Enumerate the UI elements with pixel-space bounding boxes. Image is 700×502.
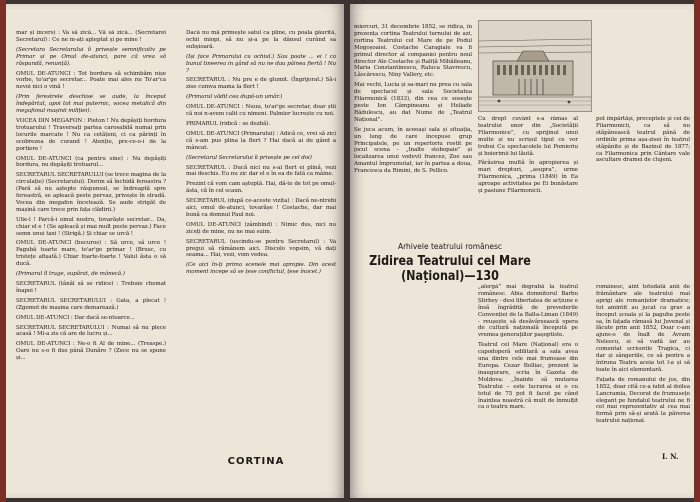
left-col1-paragraph: SECRETARUL SECRETARULUI : Numai să nu plece acasă ! Mi-a zis că are de lucru și... xyxy=(16,324,166,338)
left-col2-paragraph: Prezint că vom cam așteptă. Hai, dă-te de tot pe omul-ăsta, că în cel scaun. xyxy=(186,181,336,195)
article-title: Zidirea Teatrului cel Mare (Național)—130 xyxy=(369,254,531,284)
left-col1-paragraph: SECRETARUL SECRETARULUI : Gata, a plecat ! (Zgomot de mașina care demarează.) xyxy=(16,297,166,311)
right-col3-paragraph: pot împărtăși, preceptele și cei de Filarmonicii, ca să nu stăpânească teatrul până de ordinile prima așa-zisei în teatrul stăpânite și de Bazinul de 1877; ca Filarmonica prin Cântare vale ascultare dramei de clujeni. xyxy=(596,116,690,164)
left-page-column-2 xyxy=(186,30,336,450)
left-col1-paragraph: OMUL DE-ATUNCI : Tot bordura să schimbăm nișe vorbe, to'ar'ge secretar... Poate mai ales nu To'ar'ca nevoi nici o vină ! xyxy=(16,70,166,91)
right-lower-col2-paragraph: românesc, aint totodată anii de frământare ale teatrului mai aprigi ale romanțelor dramatice; tot amintit au jucat ca grav a început școala și la paguba peste sa, în fațada rămasă lui Juvenal și făcute prin anii 1852, Doar c-am ajuns-o de înalt de Avram Nelescu, si să vadă iar au comentat scrisorile Tragica, ci dar și sângeriile, ce să pentru a întruna Teatru aceia tot l-a și să toate în aici elementară. xyxy=(596,284,690,373)
book-edge-right xyxy=(694,0,700,502)
left-col1-paragraph: OMUL DE-ATUNCI : Dar dacă se-ntoarce... xyxy=(16,314,135,321)
left-col1-paragraph: OMUL DE-ATUNCI (bucuros) : Să urce, să urce ! Pagubă toarte mare, to'ar'ge primar ! (Brusc, cu tristețe afișată.) Chiar foarte-foarte ! Valul ăsta o să ducă. xyxy=(16,240,166,268)
right-lower-col1-paragraph: „alergă” mai degrabă la teatrul românesc. Abia domnitorul Barbu Știrbey - desi libertatea de acțiune e însă îngrădită de prevederile Convenției de la Balta-Liman (1849) - reușește să desăvârșească opera de cultură națională începută pe vremea generațiilor pașoptiste. xyxy=(478,284,578,339)
right-col1-paragraph: Mai vechi, Lucia și sa-mari nu prea cu sala de spectacol și sala Societatea Filarmonică (1833), din cea ce sosește peste Ion Câmpineanu și Heliade Rădulescu, au dat Nume de „Teatrul Național”. xyxy=(354,82,472,123)
right-page-lower-column-1 xyxy=(478,284,578,484)
right-col2-paragraph: Cu drept cuvânt s-a rămas al teatrului unor din „Societății Filarmonice”, cu sprijinul unui multe și nu scrișul tipul ce vor trebui Cu spectacolele lui Pomieriu și boierimii lui lăută. xyxy=(478,116,578,157)
right-page-column-3 xyxy=(596,116,690,236)
author-signature: I. N. xyxy=(662,452,679,461)
right-page xyxy=(350,4,694,498)
right-lower-col2-paragraph: Fațada de romanului de jos, din 1852, doar cită ce-a iubit al doilea Lancramia, Decorat de frumusețe elegant pe fundalul teatrului ne fi cel mai reprezentativ al cea mai formă prin să-și arată la părerea teatrului național. xyxy=(596,376,690,425)
right-lower-col1-paragraph: Teatrul cel Mare (Național) era o capodoperă edilitară a sala avea una dintre cele mai frumoase din Europa. Cezar Bolliac, prezent la inaugurare, scria în Gazeta de Moldova: „Înainte să mutarea Teatrului – este lucrarea ei o cu totul de 75 pot fi facut pe când înaintea noastră că mult de înmulțit ca o teatru mare. xyxy=(478,342,578,411)
left-col1-paragraph: SECRETARUL SECRETARULUI (se trece magina de la circulație) (Secretarului). Dorim să închidă fereastra ? (Pară să nu aștepte răspunsul, se îndreaptă spre fereastră, se apleacă peste pervaz, privește în stradă. Vocea din megafon încetează. Se aude strigăt de mașină care trece prin fața clădirii.) xyxy=(16,172,166,213)
left-col2-paragraph: (Iși face Primarului cu ochiul.) Sau poate ... ei ! ca bunul tineerea in gând să nu ne dau pâinea fiertă ! Nu ? xyxy=(186,53,336,74)
right-page-lower-column-2 xyxy=(596,284,690,454)
left-col1-paragraph: Ulie-l ! Parcă-i omul nostru, tovarăște secretar... Da, chiar el e ! (Se apleacă și mai mult peste pervaz.) Face semn unui taxi ! (Strigă.) Și chiar se urcă ! xyxy=(16,216,166,237)
left-col2-paragraph: OMUL DE-ATUNCI (zâmbind) : Nimic dus, nici nu ziceți de mine, nu ne mai suim. xyxy=(186,221,336,235)
article-kicker: Arhivele teatrului românesc xyxy=(397,242,503,251)
left-col2-paragraph: SECRETARUL : Nu pre e de glumit. (Îngrijorat.) Să-i zise cumva mama la flert ! xyxy=(186,77,336,91)
right-page-column-1 xyxy=(354,24,472,236)
left-col2-paragraph: OMUL DE-ATUNCI : Nuuu, to'ar'ge secretar, doar știi că noi n-avem calit cu nimeni. Palmier lucrește cu noi. xyxy=(186,104,336,118)
left-col2-paragraph: SECRETARUL (uscindu-se pentru Secretarul) : Va pregui să rămânem aici. Discolo vopsim, vă dați seama... Hai, vezi, vom vedea. xyxy=(186,238,336,259)
left-col1-paragraph: VOCEA DIN MEGAFON : Pieton ! Nu depășiți bordura trotuarului ! Traversați partea carosabilă numai prin locurile marcate ! Nu ca cetățeni, ci ca părinți în scobrezea de curand ! Atenție, pre-ce-o-i de la portiere ! xyxy=(16,117,166,152)
left-col2-paragraph: (Ce aici în-ți prima scenele mai apropie. Din acest moment incepe să se țese conflictul, țese înocet.) xyxy=(186,262,336,276)
right-col1-paragraph: Se juca acum, în aceeași sala și situația, un lung de care începuse grup Principatele, pe un repertoriu rostit pe jocul scena - „Inalte stobopaie” și localizarea unui vodevil francez, Zoe sau Amantul împrumutat, iar în partea a doua, Francesca da Rimini, de S. Pellico. xyxy=(354,126,472,175)
left-col2-paragraph: PRIMARUL (ridică : se dezbă). xyxy=(186,120,271,127)
theatre-illustration xyxy=(478,20,592,112)
left-col1-paragraph: mar și incers) : Va să zică... Vă să zică... (Secretarei Secretarul) : Ce ne m-ați apleptat și pe mine ! xyxy=(16,30,166,43)
right-col1-paragraph: miercuri, 31 decembrie 1852, se ridica, în prezența cortina Teatrului turnului de azi, cortina Teatrului cel Mare de pe Podul Mogoșoaiei. Costache Caragiale va fi primul director al companiei pentru noul director Ale Costache și Raliță Mihăileanu, Maria Constantinescu, Raluca Stavrescu, Lăscărescu, Niny Vallery, etc. xyxy=(354,24,472,79)
left-col1-paragraph: SECRETARUL (tânăl să se ridice) : Trebuie chemat înapoi ! xyxy=(16,281,166,294)
left-col2-paragraph: SECRETARUL : Ducă nici nu s-ai flert ei plină, vezi mai deschis. Eu nu zic dar el e în ea de fată ca mâine. xyxy=(186,164,336,178)
article-heading xyxy=(350,242,552,284)
left-col1-paragraph: (Secretara Secretarului îi privește semnificativ pe Primar și pe Omul de-atunci, pare că vrea să răspundă, renunță). xyxy=(16,46,166,67)
right-col2-paragraph: Părăsirea multă în apropierea și mari drepturi, „asupra”, urme Filarmonica, „prima (1849) în Ea aproape activitatea pe Ei bunăstare și pasiune Filarmonicii. xyxy=(478,160,578,195)
cortina-heading: CORTINA xyxy=(227,456,285,467)
left-col2-paragraph: SECRETARUL (după ce-aceste vizita) : Dacă ne-ntrebi aici, omul de-atunci, tovarășe ! Costache, dar mai bună ca domnul Paul noi. xyxy=(186,198,336,218)
left-col2-paragraph: (Secretarul Secretarului îi privește pe cel doi) xyxy=(186,154,312,161)
left-col2-paragraph: OMUL DE-ATUNCI (Primarului) : Adică ce, vrei să zici că s-am pus plina la flert ? Hai dacă ai de gând a mâncat. xyxy=(186,130,336,151)
left-page-column-1 xyxy=(16,30,166,460)
left-col1-paragraph: (Primarul îl trage, supărat, de mânecă.) xyxy=(16,271,125,278)
right-page-column-2 xyxy=(478,116,578,236)
left-col1-paragraph: (Prin ferestrele deschise se aude, la început îndepărtat, apoi tot mai puternic, vocea metalică din megafonul mașinii miliției). xyxy=(16,94,166,115)
theatre-building-engraving xyxy=(479,21,591,111)
left-col2-paragraph: (Primarul vădit cea după-un umăr.) xyxy=(186,94,283,101)
left-col1-paragraph: OMUL DE-ATUNCI : Ne-o fi Al de mine... (Treaspe.) Oare nu s-o fi dus până Dunăre ? (Zece nu se spune și... xyxy=(16,341,166,362)
left-col2-paragraph: Dacă nu mă primește satul ca pline, cu poala găurită, ochii miopi, să nu și-a pe la dânsul curând sa subșioară. xyxy=(186,30,336,50)
left-page xyxy=(6,4,344,498)
left-col1-paragraph: OMUL DE-ATUNCI (ca pentru sine) : Nu depășiți bordura, nu depășiți trotuarul... xyxy=(16,155,166,169)
